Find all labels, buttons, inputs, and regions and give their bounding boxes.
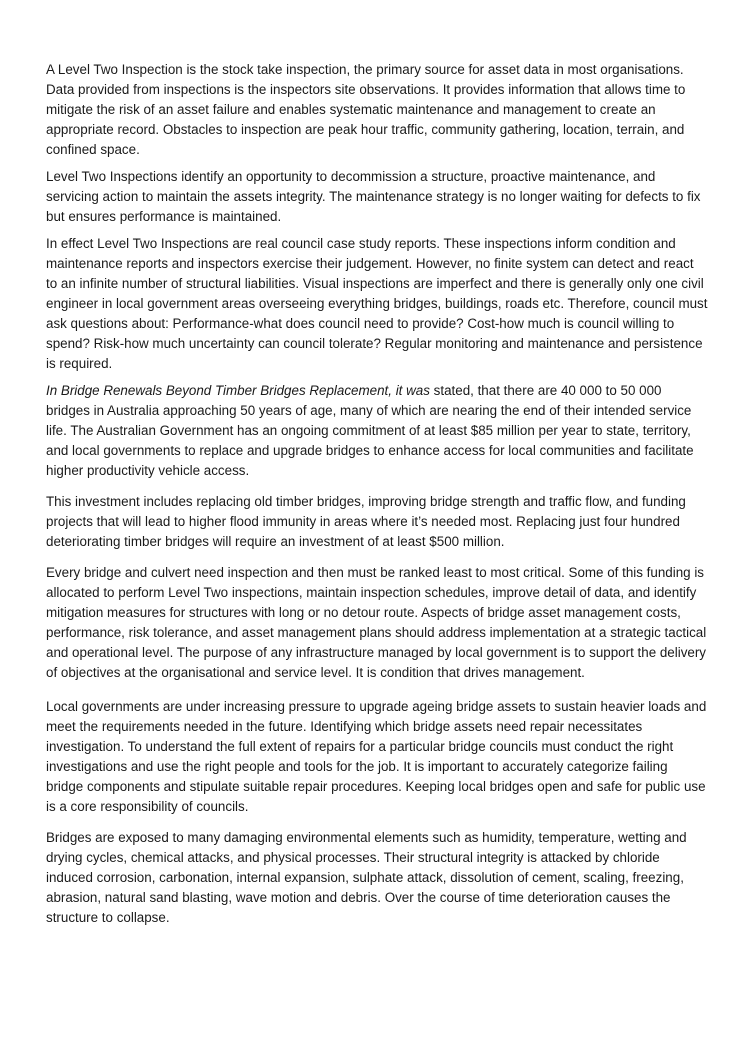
paragraph-bridge-culvert-inspection: Every bridge and culvert need inspection and then must be ranked least to most critical. Some of this funding is allocated to perform Level Two inspections, maintain inspection schedules, improve detail of data, and identify mitigation measures for structures with long or no detour route. Aspects of bridge asset management costs, performance, risk tolerance, and asset management plans should address implementation at a strategic tactical and operational level. The purpose of any infrastructure managed by local government is to support the delivery of objectives at the organisational and service level. It is condition that drives management. (46, 565, 707, 680)
paragraph-level-two-opportunities: Level Two Inspections identify an opportunity to decommission a structure, proactive maintenance, and servicing action to maintain the assets integrity. The maintenance strategy is no longer waiting for defects to fix but ensures performance is maintained. (46, 169, 701, 224)
paragraph-level-two-inspection-definition: A Level Two Inspection is the stock take inspection, the primary source for asset data in most organisations. Data provided from inspections is the inspectors site observations. It provides information that allows time to mitigate the risk of an asset failure and enables systematic maintenance and management to create an appropriate record. Obstacles to inspection are peak hour traffic, community gathering, location, terrain, and confined space. (46, 62, 686, 157)
paragraph-bridge-renewals-text: stated, that there are 40 000 to 50 000 bridges in Australia approaching 50 years of age, many of which are nearing the end of their intended service life. The Australian Government has an ongoing commitment of at least $85 million per year to state, territory, and local governments to replace and upgrade bridges to enhance access for local communities and facilitate higher productivity vehicle access. (46, 383, 694, 478)
paragraph-bridge-renewals (46, 381, 708, 481)
paragraph-bridge-renewals-italic-lead: In Bridge Renewals Beyond Timber Bridges Replacement, it was (46, 383, 430, 398)
paragraph-council-case-study: In effect Level Two Inspections are real council case study reports. These inspections inform condition and maintenance reports and inspectors exercise their judgement. However, no finite system can detect and react to an infinite number of structural liabilities. Visual inspections are imperfect and there is generally only one civil engineer in local government areas overseeing everything bridges, buildings, roads etc. Therefore, council must ask questions about: Performance-what does council need to provide? Cost-how much is council willing to spend? Risk-how much uncertainty can council tolerate? Regular monitoring and maintenance and persistence is required. (46, 236, 708, 371)
paragraph-investment: This investment includes replacing old timber bridges, improving bridge strength and traffic flow, and funding projects that will lead to higher flood immunity in areas where it’s needed most. Replacing just four hundred deteriorating timber bridges will require an investment of at least $500 million. (46, 494, 686, 549)
paragraph-local-government-pressure: Local governments are under increasing pressure to upgrade ageing bridge assets to sustain heavier loads and meet the requirements needed in the future. Identifying which bridge assets need repair necessitates investigation. To understand the full extent of repairs for a particular bridge councils must conduct the right investigations and use the right people and tools for the job. It is important to accurately categorize failing bridge components and stipulate suitable repair procedures. Keeping local bridges open and safe for public use is a core responsibility of councils. (46, 699, 707, 814)
document-body (46, 60, 708, 935)
paragraph-environmental-damage: Bridges are exposed to many damaging environmental elements such as humidity, temperature, wetting and drying cycles, chemical attacks, and physical processes. Their structural integrity is attacked by chloride induced corrosion, carbonation, internal expansion, sulphate attack, dissolution of cement, scaling, freezing, abrasion, natural sand blasting, wave motion and debris. Over the course of time deterioration causes the structure to collapse. (46, 830, 687, 925)
